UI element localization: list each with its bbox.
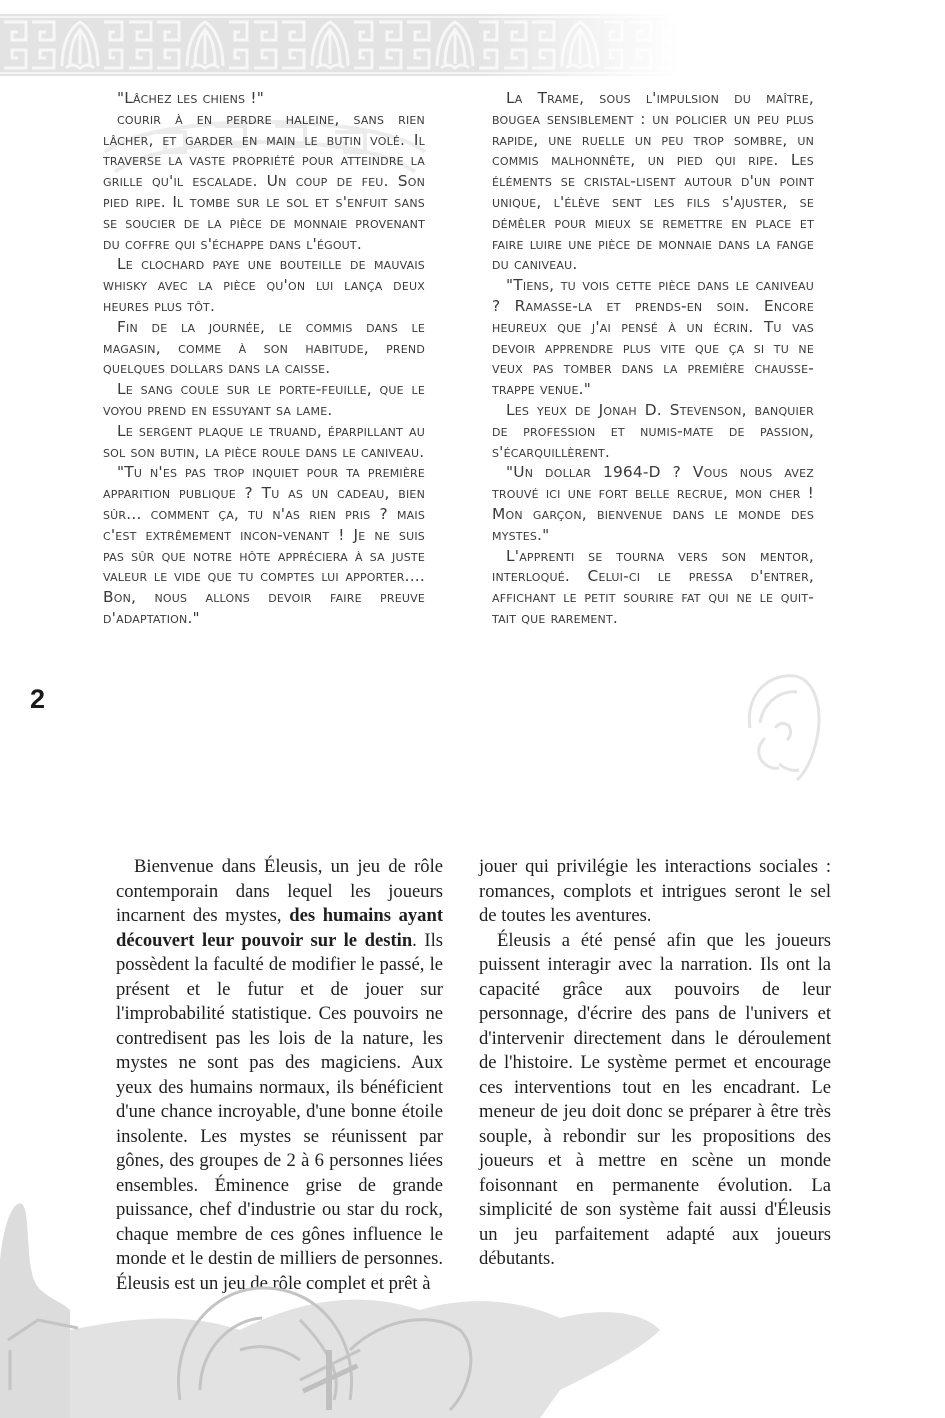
story-column-left: [103, 88, 425, 629]
fallen-warrior-illustration-icon: [0, 1200, 945, 1418]
story-paragraph: courir à en perdre haleine, sans rien lâcher, et garder en main le butin volé. Il traverse la vaste propriété pour atteindre la grille qu'il escalade. Un coup de feu. Son pied ripe. Il tombe sur le sol et s'enfuit sans se soucier de la pièce de monnaie provenant du coffre qui s'échappe dans l'égout.: [103, 109, 425, 253]
story-paragraph: "Tu n'es pas trop inquiet pour ta première apparition publique ? Tu as un cadeau, bien sûr... comment ça, tu n'as rien pris ? mais c'est extrêmement incon-venant ! Je ne suis pas sûr que notre hôte appréciera à sa juste valeur le vide que tu comptes lui apporter.... Bon, nous allons devoir faire preuve d'adaptation.": [103, 463, 425, 627]
greek-key-border-icon: [0, 14, 680, 76]
story-paragraph: L'apprenti se tourna vers son mentor, interloqué. Celui-ci le pressa d'entrer, affichant le petit sourire fat qui ne le quit-tait que rarement.: [492, 546, 814, 627]
intro-paragraph: Éleusis a été pensé afin que les joueurs puissent interagir avec la narration. Ils ont la capacité grâce aux pouvoirs de leur personnage, d'écrire des pans de l'univers et d'intervenir directement dans le déroulement de l'histoire. Le système permet et encourage ces interventions tout en les encadrant. Le meneur de jeu doit donc se préparer à être très souple, à rebondir sur les propositions des joueurs et à mettre en scène un monde foisonnant en permanente évolution. La simplicité de son système fait aussi d'Éleusis un jeu parfaitement adapté aux joueurs débutants.: [479, 929, 831, 1269]
hoplite-helmet-icon: [735, 668, 825, 788]
story-paragraph: Le sang coule sur le porte-feuille, que le voyou prend en essuyant sa lame.: [103, 380, 425, 419]
story-paragraph: Les yeux de Jonah D. Stevenson, banquier de profession et numis-mate de passion, s'écarquillèrent.: [492, 400, 814, 461]
story-paragraph: Le clochard paye une bouteille de mauvais whisky avec la pièce qu'on lui lança deux heures plus tôt.: [103, 255, 425, 315]
story-paragraph: La Trame, sous l'impulsion du maître, bougea sensiblement : un policier un peu plus rapide, une ruelle un peu trop sombre, un commis malhonnête, un pied qui ripe. Les éléments se cristal-lisent autour d'un point unique, l'élève sent les fils s'ajuster, se démêler pour mieux se remettre en place et faire luire une pièce de monnaie dans la fange du caniveau.: [492, 89, 814, 274]
story-paragraph: Fin de la journée, le commis dans le magasin, comme à son habitude, prend quelques dollars dans la caisse.: [103, 317, 425, 378]
story-paragraph: Le sergent plaque le truand, éparpillant au sol son butin, la pièce roule dans le caniveau.: [103, 421, 425, 461]
story-column-right: [492, 88, 814, 629]
intro-paragraph: jouer qui privilégie les interactions sociales : romances, complots et intrigues seront le sel de toutes les aventures.: [479, 856, 831, 926]
story-paragraph: "Lâchez les chiens !": [117, 89, 264, 107]
page-number: 2: [30, 684, 46, 714]
story-paragraph: "Tiens, tu vois cette pièce dans le caniveau ? Ramasse-la et prends-en soin. Encore heureux que j'ai pensé à un écrin. Tu vas devoir apprendre plus vite que ça si tu ne veux pas tomber dans la première chausse-trappe venue.": [492, 276, 814, 399]
intro-bold-text: des humains ayant découvert leur pouvoir sur le destin: [116, 905, 444, 951]
intro-text: . Ils possèdent la faculté de modifier le passé, le présent et le futur et de jouer sur l'improbabilité statistique. Ces pouvoirs ne contredisent pas les lois de la nature, les mystes ne sont pas des magiciens. Aux yeux des humains normaux, ils bénéficient d'une chance incroyable, d'une bonne étoile insolente. Les mystes se réunissent par gônes, des groupes de 2 à 6 personnes liées ensembles. Éminence grise de grande puissance, chef d'industrie ou star du rock, chaque membre de ces gônes influence le monde et le destin de milliers de personnes. Éleusis est un jeu de rôle complet et prêt à: [116, 929, 443, 1294]
intro-text: Bienvenue dans Éleusis, un jeu de rôle contemporain dans lequel les joueurs incarnent des mystes,: [116, 856, 443, 926]
story-paragraph: "Un dollar 1964-D ? Vous nous avez trouvé ici une fort belle recrue, mon cher ! Mon garçon, bienvenue dans le monde des mystes.": [492, 463, 814, 544]
